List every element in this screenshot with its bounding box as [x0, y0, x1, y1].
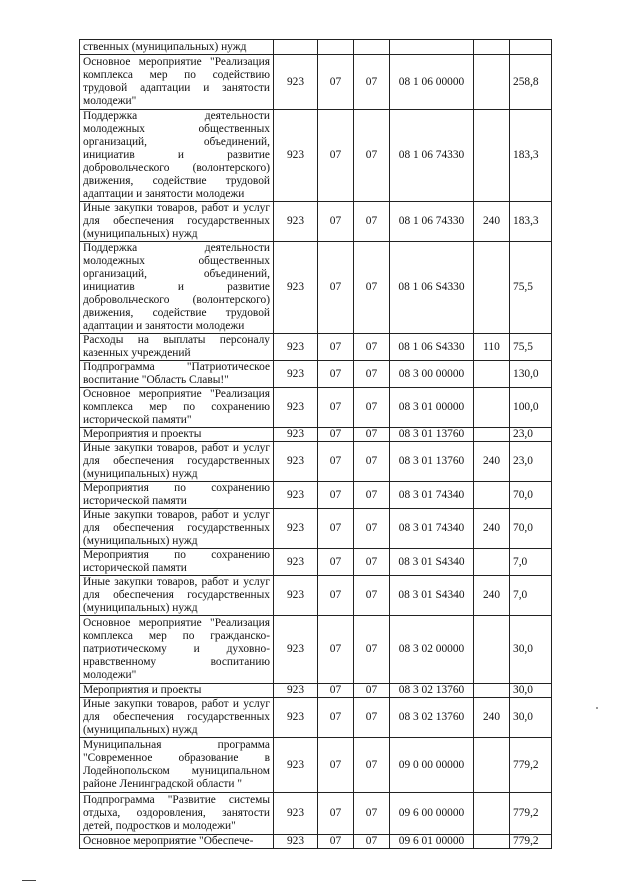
cell-amount: 23,0 [510, 428, 552, 442]
cell-subsection: 07 [354, 793, 390, 835]
budget-table [79, 39, 552, 849]
cell-grbs: 923 [274, 835, 318, 849]
cell-expense-type [474, 40, 510, 55]
cell-expense-type [474, 55, 510, 110]
cell-target-article: 08 3 01 13760 [390, 428, 474, 442]
cell-subsection: 07 [354, 55, 390, 110]
cell-grbs: 923 [274, 482, 318, 509]
table-row [80, 793, 552, 835]
row-name: Основное мероприятие "Реализация комплекса мер по сохранению исторической памяти" [80, 388, 274, 428]
cell-target-article: 08 1 06 S4330 [390, 334, 474, 361]
cell-grbs: 923 [274, 442, 318, 482]
cell-grbs [274, 40, 318, 55]
cell-grbs: 923 [274, 388, 318, 428]
cell-expense-type [474, 361, 510, 388]
row-name: Поддержка деятельности молодежных общественных организаций, объединений, инициатив и развитие добровольческого (волонтерского) движения, содействие трудовой адаптации и занятости молодежи [80, 110, 274, 202]
cell-section: 07 [318, 202, 354, 242]
cell-section: 07 [318, 110, 354, 202]
cell-grbs: 923 [274, 738, 318, 793]
cell-target-article: 08 1 06 00000 [390, 55, 474, 110]
cell-expense-type [474, 616, 510, 684]
table-row [80, 482, 552, 509]
table-row [80, 576, 552, 616]
cell-amount: 7,0 [510, 549, 552, 576]
cell-expense-type: 240 [474, 509, 510, 549]
cell-amount: 130,0 [510, 361, 552, 388]
table-row [80, 40, 552, 55]
cell-grbs: 923 [274, 55, 318, 110]
cell-amount: 779,2 [510, 738, 552, 793]
cell-grbs: 923 [274, 698, 318, 738]
cell-expense-type: 110 [474, 334, 510, 361]
cell-section: 07 [318, 242, 354, 334]
cell-amount: 258,8 [510, 55, 552, 110]
scan-speck [596, 707, 598, 709]
row-name: Подпрограмма "Патриотическое воспитание "Область Славы!" [80, 361, 274, 388]
cell-subsection: 07 [354, 616, 390, 684]
row-name: Муниципальная программа "Современное образование в Лодейнопольском муниципальном районе Ленинградской области " [80, 738, 274, 793]
cell-target-article: 08 3 02 00000 [390, 616, 474, 684]
cell-target-article: 08 3 02 13760 [390, 684, 474, 698]
cell-amount: 100,0 [510, 388, 552, 428]
cell-subsection: 07 [354, 509, 390, 549]
cell-subsection: 07 [354, 576, 390, 616]
cell-expense-type [474, 482, 510, 509]
cell-expense-type [474, 110, 510, 202]
cell-target-article: 08 3 02 13760 [390, 698, 474, 738]
cell-section: 07 [318, 835, 354, 849]
cell-subsection: 07 [354, 334, 390, 361]
cell-subsection: 07 [354, 684, 390, 698]
cell-target-article: 08 3 01 74340 [390, 509, 474, 549]
row-name: Мероприятия и проекты [80, 428, 274, 442]
cell-grbs: 923 [274, 793, 318, 835]
cell-section: 07 [318, 388, 354, 428]
table-row [80, 442, 552, 482]
cell-amount: 23,0 [510, 442, 552, 482]
cell-subsection: 07 [354, 242, 390, 334]
cell-target-article: 08 3 01 S4340 [390, 576, 474, 616]
cell-section: 07 [318, 442, 354, 482]
cell-target-article: 09 6 01 00000 [390, 835, 474, 849]
cell-subsection: 07 [354, 110, 390, 202]
cell-subsection: 07 [354, 835, 390, 849]
cell-section: 07 [318, 334, 354, 361]
row-name: Иные закупки товаров, работ и услуг для обеспечения государственных (муниципальных) нужд [80, 202, 274, 242]
cell-subsection: 07 [354, 442, 390, 482]
cell-amount: 7,0 [510, 576, 552, 616]
cell-target-article: 09 0 00 00000 [390, 738, 474, 793]
cell-section: 07 [318, 576, 354, 616]
cell-amount: 75,5 [510, 242, 552, 334]
cell-grbs: 923 [274, 684, 318, 698]
cell-amount: 30,0 [510, 698, 552, 738]
cell-amount: 30,0 [510, 684, 552, 698]
cell-grbs: 923 [274, 334, 318, 361]
row-name: Расходы на выплаты персоналу казенных учреждений [80, 334, 274, 361]
cell-section: 07 [318, 549, 354, 576]
cell-subsection: 07 [354, 698, 390, 738]
cell-expense-type [474, 242, 510, 334]
cell-target-article [390, 40, 474, 55]
cell-section: 07 [318, 684, 354, 698]
cell-grbs: 923 [274, 242, 318, 334]
row-name: Мероприятия по сохранению исторической памяти [80, 482, 274, 509]
cell-expense-type [474, 684, 510, 698]
cell-section: 07 [318, 428, 354, 442]
cell-subsection: 07 [354, 388, 390, 428]
cell-section: 07 [318, 55, 354, 110]
cell-expense-type [474, 835, 510, 849]
cell-subsection: 07 [354, 738, 390, 793]
row-name: Мероприятия и проекты [80, 684, 274, 698]
cell-grbs: 923 [274, 428, 318, 442]
cell-amount: 779,2 [510, 835, 552, 849]
row-name: Подпрограмма "Развитие системы отдыха, оздоровления, занятости детей, подростков и молодежи" [80, 793, 274, 835]
row-name: ственных (муниципальных) нужд [80, 40, 274, 55]
cell-subsection: 07 [354, 361, 390, 388]
table-row [80, 616, 552, 684]
cell-expense-type [474, 388, 510, 428]
table-row [80, 361, 552, 388]
cell-amount: 183,3 [510, 110, 552, 202]
row-name: Иные закупки товаров, работ и услуг для обеспечения государственных (муниципальных) нужд [80, 509, 274, 549]
cell-amount: 70,0 [510, 509, 552, 549]
cell-target-article: 08 3 00 00000 [390, 361, 474, 388]
cell-subsection: 07 [354, 428, 390, 442]
table-row [80, 55, 552, 110]
table-row [80, 242, 552, 334]
cell-section: 07 [318, 482, 354, 509]
page-mark [22, 880, 36, 881]
table-row [80, 738, 552, 793]
cell-expense-type: 240 [474, 698, 510, 738]
cell-grbs: 923 [274, 616, 318, 684]
row-name: Поддержка деятельности молодежных общественных организаций, объединений, инициатив и развитие добровольческого (волонтерского) движения, содействие трудовой адаптации и занятости молодежи [80, 242, 274, 334]
table-row [80, 110, 552, 202]
cell-amount: 779,2 [510, 793, 552, 835]
cell-amount: 30,0 [510, 616, 552, 684]
row-name: Мероприятия по сохранению исторической памяти [80, 549, 274, 576]
table-row [80, 388, 552, 428]
cell-target-article: 09 6 00 00000 [390, 793, 474, 835]
row-name: Иные закупки товаров, работ и услуг для обеспечения государственных (муниципальных) нужд [80, 698, 274, 738]
row-name: Основное мероприятие "Обеспече- [80, 835, 274, 849]
cell-amount [510, 40, 552, 55]
cell-target-article: 08 1 06 S4330 [390, 242, 474, 334]
table-row [80, 549, 552, 576]
cell-target-article: 08 1 06 74330 [390, 202, 474, 242]
cell-expense-type: 240 [474, 442, 510, 482]
cell-grbs: 923 [274, 509, 318, 549]
row-name: Иные закупки товаров, работ и услуг для обеспечения государственных (муниципальных) нужд [80, 442, 274, 482]
table-row [80, 684, 552, 698]
cell-target-article: 08 3 01 00000 [390, 388, 474, 428]
cell-subsection [354, 40, 390, 55]
cell-section: 07 [318, 738, 354, 793]
table-row [80, 698, 552, 738]
row-name: Основное мероприятие "Реализация комплекса мер по содействию трудовой адаптации и занятости молодежи" [80, 55, 274, 110]
cell-target-article: 08 3 01 74340 [390, 482, 474, 509]
cell-expense-type: 240 [474, 576, 510, 616]
table-row [80, 509, 552, 549]
cell-grbs: 923 [274, 361, 318, 388]
cell-section: 07 [318, 361, 354, 388]
cell-amount: 70,0 [510, 482, 552, 509]
cell-grbs: 923 [274, 576, 318, 616]
cell-subsection: 07 [354, 482, 390, 509]
cell-expense-type [474, 428, 510, 442]
cell-grbs: 923 [274, 549, 318, 576]
cell-expense-type: 240 [474, 202, 510, 242]
row-name: Иные закупки товаров, работ и услуг для обеспечения государственных (муниципальных) нужд [80, 576, 274, 616]
cell-subsection: 07 [354, 202, 390, 242]
cell-expense-type [474, 793, 510, 835]
cell-subsection: 07 [354, 549, 390, 576]
cell-target-article: 08 3 01 S4340 [390, 549, 474, 576]
cell-expense-type [474, 738, 510, 793]
cell-section: 07 [318, 509, 354, 549]
table-row [80, 428, 552, 442]
cell-section [318, 40, 354, 55]
table-row [80, 835, 552, 849]
table-row [80, 202, 552, 242]
cell-section: 07 [318, 616, 354, 684]
cell-grbs: 923 [274, 110, 318, 202]
cell-expense-type [474, 549, 510, 576]
cell-section: 07 [318, 793, 354, 835]
cell-grbs: 923 [274, 202, 318, 242]
cell-target-article: 08 1 06 74330 [390, 110, 474, 202]
table-body [80, 40, 552, 849]
cell-amount: 75,5 [510, 334, 552, 361]
cell-amount: 183,3 [510, 202, 552, 242]
cell-section: 07 [318, 698, 354, 738]
cell-target-article: 08 3 01 13760 [390, 442, 474, 482]
row-name: Основное мероприятие "Реализация комплекса мер по гражданско-патриотическому и духовно-нравственному воспитанию молодежи" [80, 616, 274, 684]
table-row [80, 334, 552, 361]
